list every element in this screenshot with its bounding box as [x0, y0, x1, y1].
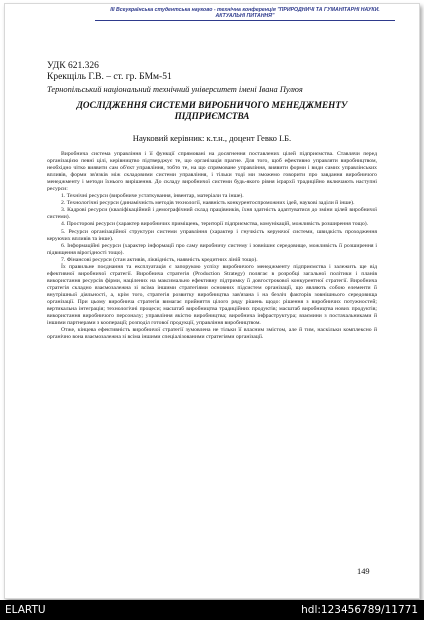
resource-item-6: 6. Інформаційні ресурси (характер інформації про саму виробничу систему і зовнішнє середовище, можливість її розширення і підвищення вірогідності тощо). — [47, 242, 377, 256]
conference-banner — [95, 7, 395, 21]
page-number: 149 — [357, 567, 370, 576]
resource-item-2: 2. Технологічні ресурси (динамічність методів технології, наявність конкурентоспроможних ідей, наукові заділи й інше). — [61, 200, 355, 207]
affiliation: Тернопільський національний технічний університет імені Івана Пулюя — [47, 85, 303, 94]
repository-footer — [0, 600, 424, 620]
article-title — [47, 100, 377, 122]
banner-line-1: ІІІ Всеукраїнська студентська науково - технічна конференція "ПРИРОДНИЧІ ТА ГУМАНІТАРНІ НАУКИ. — [110, 7, 380, 13]
repository-name[interactable]: ELARTU — [5, 604, 46, 616]
banner-line-2: АКТУАЛЬНІ ПИТАННЯ" — [215, 13, 275, 20]
title-line-2: ПІДПРИЄМСТВА — [174, 111, 250, 121]
handle-link[interactable]: hdl:123456789/11771 — [301, 604, 418, 616]
supervisor-line: Науковий керівник: к.т.н., доцент Гевко І.Б. — [132, 133, 292, 143]
body-paragraph: Виробнича система управління і її функції спрямовані на досягнення поставлених цілей підприємства. Ставлячи перед організацією певні цілі, керівництво підтверджує те, що організація прагне. Для того, щоб ефективно управляти виробництвом, необхідно чітко виявити сам об'єкт управління, тобто те, на що спрямоване управління, виявити форми і види самих управлінських впливів, форми зв'язків між складовими системи управління, і тільки тоді ми зможемо говорити про завдання виробничого менеджменту і методи їхнього вирішення. До складу виробничої системи будь-якого рівня ієрархії традиційно включають наступні ресурси: — [47, 151, 377, 193]
resource-item-7: 7. Фінансові ресурси (стан активів, ліквідність, наявність кредитних ліній тощо). — [61, 256, 258, 263]
resource-item-3: 3. Кадрові ресурси (кваліфікаційний і демографічний склад працівників, їхня здатність адаптуватися до зміни цілей виробничої системи). — [47, 207, 377, 221]
resource-item-5: 5. Ресурси організаційної структури системи управління (характер і гнучкість керуючої системи, швидкість проходження керуючих впливів та інше). — [47, 228, 377, 242]
resource-item-4: 4. Просторові ресурси (характер виробничих приміщень, території підприємства, комунікацій, можливість розширення тощо). — [61, 221, 369, 228]
title-line-1: ДОСЛІДЖЕННЯ СИСТЕМИ ВИРОБНИЧОГО МЕНЕДЖМЕНТУ — [76, 100, 348, 110]
document-page — [4, 3, 420, 599]
conclusion-paragraph: Отже, кінцева ефективність виробничої стратегії зумовлена не тільки її власним змістом, але й тим, наскільки комплексно й органічно вона взаємозалежна зі всіма іншими спеціалізованими стратегіями організації. — [47, 327, 377, 341]
article-body — [47, 151, 377, 341]
udc-code: УДК 621.326 — [47, 61, 99, 71]
body-paragraph: Їх правильне поєднання та експлуатація є запорукою успіху виробничого менеджменту підприємства і залежить ще від ефективної виробничої стратегії. Виробнича стратегія (Production Strategy) полягає в розробці загальної політики і планів використання ресурсів фірми, націлених на максимально ефективну підтримку її довгострокової конкурентної стратегії. Виробнича стратегія складно взаємозалежна зі всіма іншими стратегіями основних підсистем організації, що являють собою елементи її внутрішньої діяльності, а, крім того, стратегія розвитку виробництва зав'язана і на безліч факторів зовнішнього середовища організації. При цьому виробнича стратегія вимагає прийняття цілого ряду рішень щодо: рішення з виробничих потужностей; вертикальна інтеграція; технологічні процеси; масштаб виробництва традиційних продуктів; масштаб виробництва нових продуктів; використання виробничого персоналу; управління якістю виробництва; виробнича інфраструктура; взаємини з постачальниками й іншими партнерами з кооперації; розподіл готової продукції, управління виробництвом. — [47, 263, 377, 327]
author-line: Крекщіль Г.В. – ст. гр. БМм-51 — [47, 72, 172, 82]
resource-item-1: 1. Технічні ресурси (виробниче устаткування, інвентар, матеріали та інше). — [61, 193, 244, 200]
